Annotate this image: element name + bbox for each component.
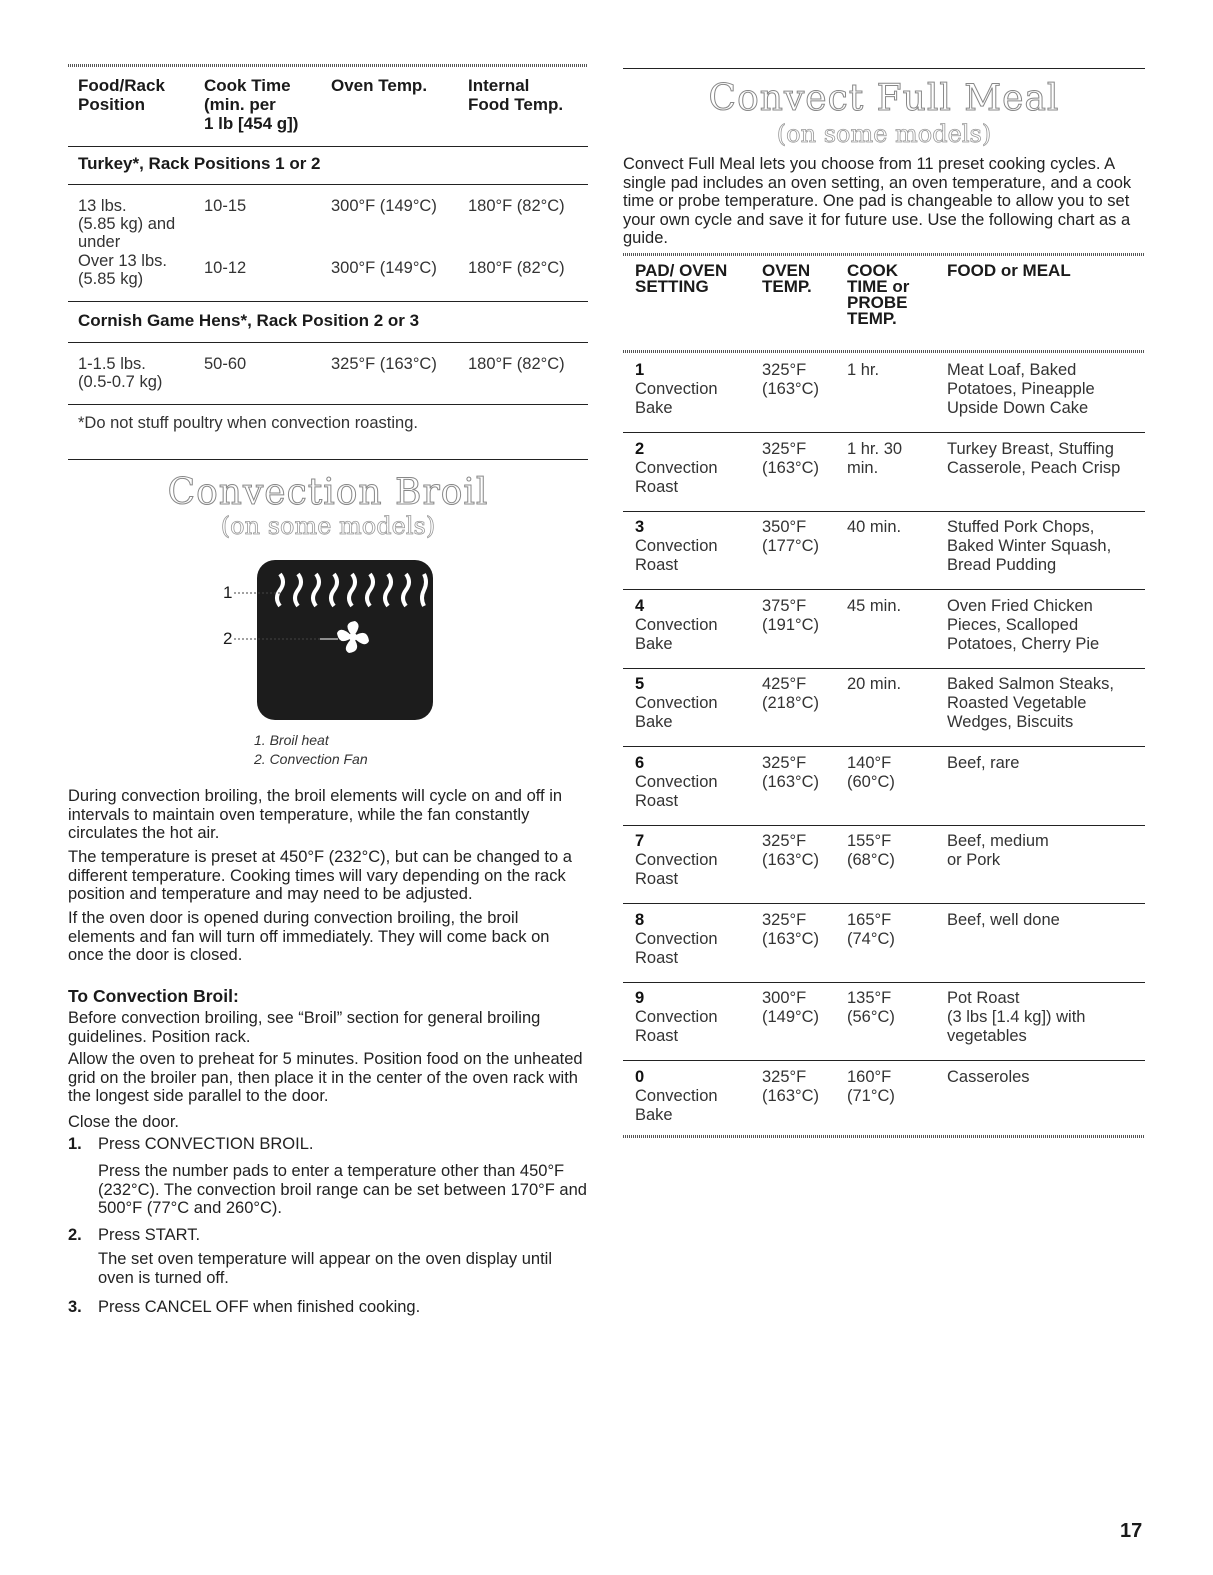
paragraph: Allow the oven to preheat for 5 minutes. Position food on the unheated grid on the broiler pan, then place it in the center of the oven rack with the longest side parallel to the door. xyxy=(68,1050,583,1105)
pad-setting-cell xyxy=(635,754,760,811)
intro-paragraph: Convect Full Meal lets you choose from 11 preset cooking cycles. A single pad includes an oven setting, an oven temperature, and a cook time or probe temperature. One pad is changeable to allow you to set your own cycle and save it for future use. Use the following chart as a guide. xyxy=(623,155,1132,247)
oven-setting: Convection Roast xyxy=(635,1008,718,1045)
oven-setting: Convection Roast xyxy=(635,851,718,888)
group-title-turkey: Turkey*, Rack Positions 1 or 2 xyxy=(78,154,321,173)
food-meal-cell: Casseroles xyxy=(947,1067,1030,1086)
oven-setting: Convection Bake xyxy=(635,615,718,653)
row-divider xyxy=(623,903,1145,904)
pad-number: 3 xyxy=(635,518,645,536)
oven-setting: Convection Roast xyxy=(635,537,718,574)
oven-temp-cell: 425°F (218°C) xyxy=(762,675,820,712)
header-oven-temp: OVEN TEMP. xyxy=(762,261,812,296)
step-text: Press START. xyxy=(98,1226,201,1244)
pad-setting-cell xyxy=(635,597,760,654)
divider xyxy=(68,301,588,302)
caption-convection-fan: 2. Convection Fan xyxy=(254,751,368,767)
oven-temp-cell: 325°F (163°C) xyxy=(762,910,820,948)
cook-time-cell: 40 min. xyxy=(847,518,902,536)
convection-broil-title: Convection Broil xyxy=(167,472,489,513)
page-number: 17 xyxy=(1120,1520,1143,1542)
row-divider xyxy=(623,982,1145,983)
oven-setting: Convection Roast xyxy=(635,772,718,810)
caption-broil-heat: 1. Broil heat xyxy=(254,732,329,748)
oven-setting: Convection Roast xyxy=(635,458,718,496)
paragraph: If the oven door is opened during convection broiling, the broil elements and fan will turn off immediately. They will come back on once the door is closed. xyxy=(68,909,550,964)
divider xyxy=(68,342,588,343)
cook-time-cell: 155°F (68°C) xyxy=(847,832,895,869)
step-number: 2. xyxy=(68,1226,82,1244)
cook-time-cell: 1 hr. xyxy=(847,361,880,379)
header-cook-time: COOK TIME or PROBE TEMP. xyxy=(847,261,910,328)
convect-full-meal-subtitle: (on some models) xyxy=(776,120,992,148)
convect-full-meal-title: Convect Full Meal xyxy=(708,78,1060,119)
pad-number: 2 xyxy=(635,439,645,458)
food-meal-cell: Baked Salmon Steaks, Roasted Vegetable Wedges, Biscuits xyxy=(947,675,1114,731)
cook-time-cell: 135°F (56°C) xyxy=(847,989,895,1026)
pad-number: 8 xyxy=(635,910,645,929)
row-divider xyxy=(623,668,1145,669)
step-number: 1. xyxy=(68,1135,82,1153)
header-cook-time: Cook Time (min. per 1 lb [454 g]) xyxy=(204,76,299,133)
paragraph: Before convection broiling, see “Broil” section for general broiling guidelines. Position rack. xyxy=(68,1009,541,1046)
oven-temp-cell: 300°F (149°C) xyxy=(762,989,820,1026)
divider xyxy=(68,184,588,185)
convection-broil-subtitle: (on some models) xyxy=(220,512,436,540)
food-meal-cell: Pot Roast (3 lbs [1.4 kg]) with vegetables xyxy=(947,989,1086,1045)
row-divider xyxy=(623,432,1145,433)
food-meal-cell: Beef, rare xyxy=(947,753,1020,772)
paragraph: Close the door. xyxy=(68,1113,179,1131)
top-divider xyxy=(68,64,588,67)
pad-number: 0 xyxy=(635,1067,645,1086)
oven-temp-cell: 325°F (163°C) xyxy=(762,1067,820,1105)
food-meal-cell: Oven Fried Chicken Pieces, Scalloped Potatoes, Cherry Pie xyxy=(947,596,1100,653)
food-meal-cell: Meat Loaf, Baked Potatoes, Pineapple Upside Down Cake xyxy=(947,361,1095,417)
pad-number: 7 xyxy=(635,832,645,850)
row-divider xyxy=(623,825,1145,826)
cook-time-cell: 160°F (71°C) xyxy=(847,1067,895,1105)
step-text: Press CANCEL OFF when finished cooking. xyxy=(98,1298,421,1316)
pad-setting-cell xyxy=(635,1068,760,1125)
row-divider xyxy=(623,1060,1145,1061)
pad-number: 6 xyxy=(635,753,645,772)
oven-temp-cell: 325°F (163°C) xyxy=(762,832,820,869)
oven-temp-cell: 350°F (177°C) xyxy=(762,518,820,555)
food-meal-cell: Turkey Breast, Stuffing Casserole, Peach Crisp xyxy=(947,439,1121,477)
pad-number: 5 xyxy=(635,675,645,693)
divider xyxy=(623,350,1145,353)
row-divider xyxy=(623,746,1145,747)
cook-time-cell: 45 min. xyxy=(847,596,902,615)
oven-setting: Convection Roast xyxy=(635,929,718,967)
step-detail: The set oven temperature will appear on the oven display until oven is turned off. xyxy=(98,1250,553,1287)
header-pad-setting: PAD/ OVEN SETTING xyxy=(635,261,728,296)
oven-setting: Convection Bake xyxy=(635,380,718,417)
callout-2: 2 xyxy=(223,629,233,648)
divider xyxy=(623,1135,1145,1138)
pad-setting-cell xyxy=(635,440,760,497)
cook-time-cell: 165°F (74°C) xyxy=(847,910,895,948)
pad-setting-cell xyxy=(635,832,760,889)
pad-number: 9 xyxy=(635,989,645,1007)
step-detail: Press the number pads to enter a temperature other than 450°F (232°C). The convection broil range can be set between 170°F and 500°F (77°C and 260°C). xyxy=(98,1162,587,1217)
header-food-meal: FOOD or MEAL xyxy=(947,261,1071,280)
oven-setting: Convection Bake xyxy=(635,1086,718,1124)
pad-setting-cell xyxy=(635,675,760,732)
row-divider xyxy=(623,589,1145,590)
paragraph: The temperature is preset at 450°F (232°C), but can be changed to a different temperature. Cooking times will vary depending on the rack position and temperature and may need to be adjusted. xyxy=(68,848,572,903)
pad-number: 1 xyxy=(635,361,645,379)
divider xyxy=(68,404,588,405)
group-title-cornish-hens: Cornish Game Hens*, Rack Position 2 or 3 xyxy=(78,311,420,330)
step-number: 3. xyxy=(68,1298,82,1316)
oven-cavity-illustration xyxy=(68,560,588,725)
pad-setting-cell xyxy=(635,911,760,968)
table-footnote: *Do not stuff poultry when convection roasting. xyxy=(78,414,418,432)
row-divider xyxy=(623,511,1145,512)
section-divider xyxy=(68,459,588,460)
oven-temp-cell: 325°F (163°C) xyxy=(762,361,820,398)
header-food-rack: Food/Rack Position xyxy=(78,76,165,114)
callout-1: 1 xyxy=(223,583,233,602)
header-internal-temp: Internal Food Temp. xyxy=(468,76,564,114)
pad-setting-cell xyxy=(635,361,760,418)
oven-temp-cell: 375°F (191°C) xyxy=(762,596,820,634)
food-meal-cell: Beef, medium or Pork xyxy=(947,832,1049,869)
pad-setting-cell xyxy=(635,518,760,575)
pad-setting-cell xyxy=(635,989,760,1046)
food-meal-cell: Beef, well done xyxy=(947,910,1060,929)
paragraph: During convection broiling, the broil elements will cycle on and off in intervals to maintain oven temperature, while the fan constantly circulates the hot air. xyxy=(68,787,563,842)
section-divider xyxy=(623,68,1145,69)
food-meal-cell: Stuffed Pork Chops, Baked Winter Squash, Bread Pudding xyxy=(947,518,1112,574)
divider xyxy=(623,253,1145,256)
oven-setting: Convection Bake xyxy=(635,694,718,731)
cook-time-cell: 140°F (60°C) xyxy=(847,753,895,791)
cook-time-cell: 20 min. xyxy=(847,675,902,693)
header-oven-temp: Oven Temp. xyxy=(331,76,428,95)
oven-temp-cell: 325°F (163°C) xyxy=(762,439,820,477)
howto-heading: To Convection Broil: xyxy=(68,986,239,1006)
divider xyxy=(68,146,588,147)
pad-number: 4 xyxy=(635,596,645,615)
step-text: Press CONVECTION BROIL. xyxy=(98,1135,314,1153)
oven-diagram xyxy=(68,560,588,725)
oven-temp-cell: 325°F (163°C) xyxy=(762,753,820,791)
cook-time-cell: 1 hr. 30 min. xyxy=(847,439,903,477)
